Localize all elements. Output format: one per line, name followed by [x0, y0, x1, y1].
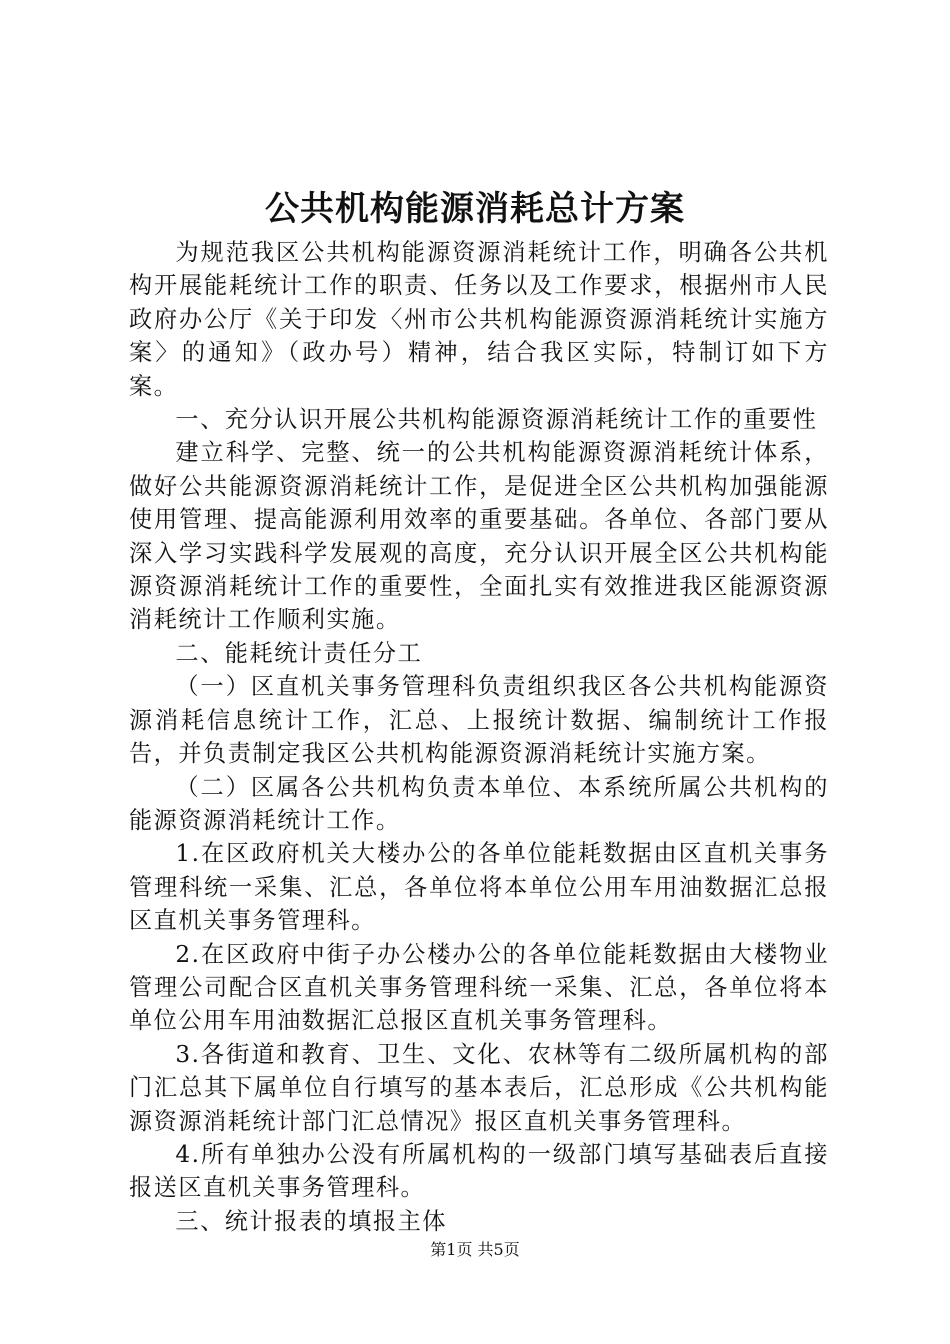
- document-title: 公共机构能源消耗总计方案: [265, 189, 685, 229]
- paragraph-subitem-4: 4.所有单独办公没有所属机构的一级部门填写基础表后直接报送区直机关事务管理科。: [129, 1140, 829, 1202]
- heading-section-2: 二、能耗统计责任分工: [175, 639, 423, 667]
- heading-section-3: 三、统计报表的填报主体: [175, 1207, 447, 1235]
- document-body: [129, 236, 829, 1238]
- heading-section-1: 一、充分认识开展公共机构能源资源消耗统计工作的重要性: [175, 406, 818, 434]
- paragraph-subitem-1: 1.在区政府机关大楼办公的各单位能耗数据由区直机关事务管理科统一采集、汇总，各单位将本单位公用车用油数据汇总报区直机关事务管理科。: [129, 840, 829, 935]
- paragraph-subitem-2: 2.在区政府中街子办公楼办公的各单位能耗数据由大楼物业管理公司配合区直机关事务管理科统一采集、汇总，各单位将本单位公用车用油数据汇总报区直机关事务管理科。: [129, 940, 829, 1035]
- paragraph-intro: 为规范我区公共机构能源资源消耗统计工作，明确各公共机构开展能耗统计工作的职责、任务以及工作要求，根据州市人民政府办公厅《关于印发〈州市公共机构能源资源消耗统计实施方案〉的通知》（政办号）精神，结合我区实际，特制订如下方案。: [129, 239, 829, 400]
- paragraph-section-1: 建立科学、完整、统一的公共机构能源资源消耗统计体系，做好公共能源资源消耗统计工作，是促进全区公共机构加强能源使用管理、提高能源利用效率的重要基础。各单位、各部门要从深入学习实践科学发展观的高度，充分认识开展全区公共机构能源资源消耗统计工作的重要性，全面扎实有效推进我区能源资源消耗统计工作顺利实施。: [129, 439, 829, 634]
- paragraph-subitem-3: 3.各街道和教育、卫生、文化、农林等有二级所属机构的部门汇总其下属单位自行填写的基本表后，汇总形成《公共机构能源资源消耗统计部门汇总情况》报区直机关事务管理科。: [129, 1040, 829, 1135]
- paragraph-item-1: （一）区直机关事务管理科负责组织我区各公共机构能源资源消耗信息统计工作，汇总、上报统计数据、编制统计工作报告，并负责制定我区公共机构能源资源消耗统计实施方案。: [129, 673, 829, 768]
- page-number-footer: 第1页 共5页: [430, 1240, 520, 1259]
- paragraph-item-2: （二）区属各公共机构负责本单位、本系统所属公共机构的能源资源消耗统计工作。: [129, 773, 829, 834]
